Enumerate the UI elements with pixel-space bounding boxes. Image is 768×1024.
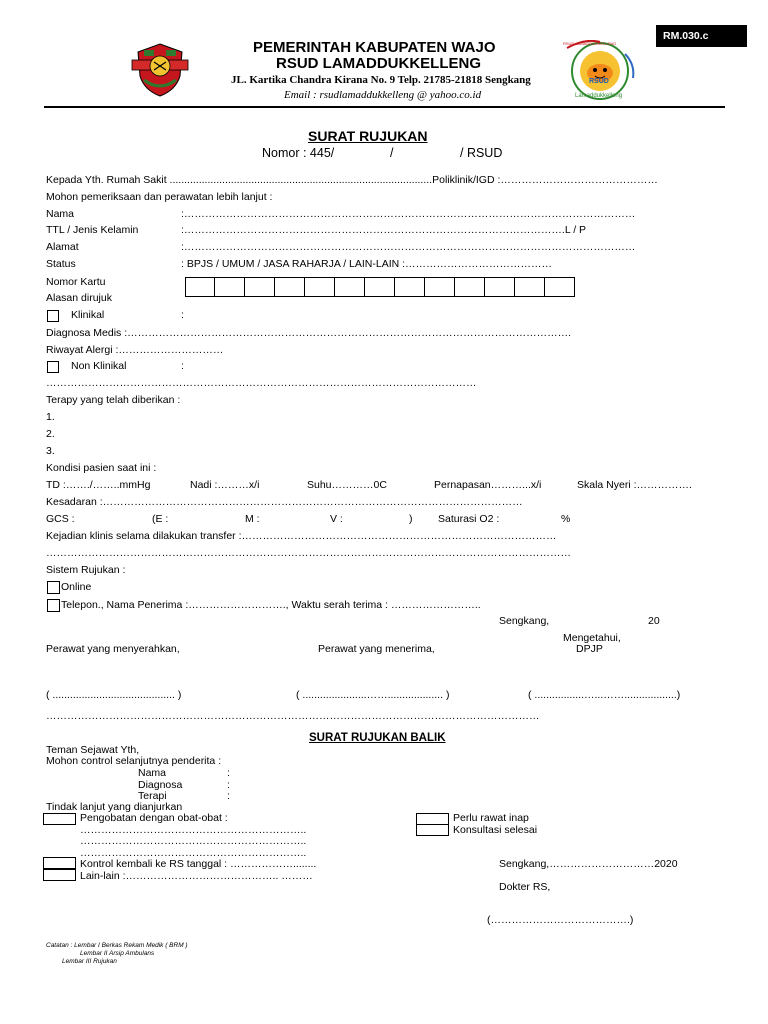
balik-nama-colon: : [227,767,230,779]
nomor-sep: / [390,146,394,160]
nama-field: :………………………………………………………………………………………………………………… [181,208,636,220]
pernapasan-field: Pernapasan………...x/i [434,479,542,491]
ttl-label: TTL / Jenis Kelamin [46,224,139,236]
card-digit-box [185,277,215,297]
header-divider [44,106,725,108]
terapy-3: 3. [46,445,55,457]
kondisi-label: Kondisi pasien saat ini : [46,462,157,474]
telepon-checkbox[interactable] [47,599,60,612]
logo-right-top: RSUD LAMADDUKKELLENG [563,41,617,46]
terapy-1: 1. [46,411,55,423]
rawat-inap-label: Perlu rawat inap [453,812,529,824]
card-digit-box [244,277,275,297]
gcs-label: GCS : [46,513,75,525]
sengkang-label: Sengkang, [499,615,550,627]
td-field: TD :……./……..mmHg [46,479,151,491]
doc-title: SURAT RUJUKAN [308,128,428,144]
non-klinikal-colon: : [181,360,184,372]
card-digit-box [364,277,395,297]
kejadian-line: Kejadian klinis selama dilakukan transfer :……………………………………………………………………………… [46,530,557,542]
gcs-m: M : [245,513,260,525]
nama-label: Nama [46,208,75,220]
pengobatan-checkbox[interactable] [43,813,76,825]
balik-terapi: Terapi [138,790,167,802]
card-digit-box [544,277,575,297]
telepon-line: Telepon., Nama Penerima :………………………., Waktu serah terima : …………………….. [61,599,481,611]
lain-checkbox[interactable] [43,869,76,881]
balik-mohon: Mohon control selanjutnya penderita : [46,755,222,767]
card-digit-box [484,277,515,297]
diagnosa-line: Diagnosa Medis :………………………………………………………………………………………………………………. [46,327,572,339]
nomor-end: / RSUD [460,146,503,160]
card-digit-box [214,277,245,297]
crest-icon [130,42,190,98]
mohon-text: Mohon pemeriksaan dan perawatan lebih lanjut : [46,191,273,203]
pengobatan-dots-1: ……………………………………………………….. [80,824,307,836]
non-klinikal-checkbox[interactable] [47,361,59,373]
gcs-close: ) [409,513,413,525]
pengobatan-dots-3: ……………………………………………………….. [80,847,307,859]
card-digit-box [424,277,455,297]
skala-field: Skala Nyeri :……………. [577,479,692,491]
alamat-field: :………………………………………………………………………………………………………………… [181,241,636,253]
logo-right-bottom: Lamaddukkelleng [575,93,623,99]
card-digit-box [454,277,485,297]
klinikal-colon: : [181,309,184,321]
online-checkbox[interactable] [47,581,60,594]
form-code-box [656,25,747,47]
klinikal-checkbox[interactable] [47,310,59,322]
header-email: Email : rsudlamaddukkelleng @ yahoo.co.id [284,89,482,101]
header-hospital: RSUD LAMADDUKKELLENG [276,55,481,72]
card-digit-box [304,277,335,297]
kepada-line: Kepada Yth. Rumah Sakit ..........................................................................................Poliklinik/IGD :……………………………………… [46,174,658,186]
perawat-menyerahkan: Perawat yang menyerahkan, [46,643,180,655]
cut-line: …………………………………………………………………………………………………………………………… [46,710,540,722]
non-klinikal-dots: …………………………………………………………………………………………………………… [46,377,477,389]
card-digit-box [334,277,365,297]
sign-dpjp: ( .................…...……..................) [528,689,681,701]
non-klinikal-label: Non Klinikal [71,360,127,372]
form-code: RM.030.c [663,30,709,42]
terapy-2: 2. [46,428,55,440]
balik-title: SURAT RUJUKAN BALIK [309,732,446,744]
sign-menerima: ( ......................……................... ) [296,689,450,701]
gcs-e: (E : [152,513,169,525]
saturasi-unit: % [561,513,571,525]
catatan-3: Lembar III Rujukan [62,958,117,965]
logo-right [555,40,645,102]
nomor-kartu-boxes [185,277,575,297]
kontrol-label: Kontrol kembali ke RS tanggal : ………………........ [80,858,317,870]
pengobatan-dots-2: ……………………………………………………….. [80,835,307,847]
tindak-label: Tindak lanjut yang dianjurkan [46,801,183,813]
perawat-menerima: Perawat yang menerima, [318,643,435,655]
balik-terapi-colon: : [227,790,230,802]
catatan-1: Catatan : Lembar I Berkas Rekam Medik ( BRM ) [46,942,188,949]
logo-right-center: RSUD [589,78,609,85]
catatan-2: Lembar II Arsip Ambulans [80,950,155,957]
sign-menyerahkan: ( .......................................... ) [46,689,182,701]
nadi-field: Nadi :………x/i [190,479,260,491]
card-digit-box [274,277,305,297]
balik-dokter-sign: (………………………………….) [487,914,634,926]
status-label: Status [46,258,76,270]
card-digit-box [394,277,425,297]
konsultasi-checkbox[interactable] [416,824,449,836]
dpjp-label: DPJP [576,643,603,655]
saturasi-label: Saturasi O2 : [438,513,500,525]
gcs-v: V : [330,513,343,525]
card-digit-box [514,277,545,297]
ttl-field: :……………………………………………………………………………………………….L / P [181,224,587,236]
suhu-field: Suhu…………0C [307,479,387,491]
lain-label: Lain-lain :…………………………………….. ……… [80,870,313,882]
nomor-kartu-label: Nomor Kartu [46,276,106,288]
balik-nama: Nama [138,767,167,779]
terapy-label: Terapy yang telah diberikan : [46,394,181,406]
pengobatan-label: Pengobatan dengan obat-obat : [80,812,228,824]
balik-teman: Teman Sejawat Yth, [46,744,140,756]
alergi-line: Riwayat Alergi :………………………… [46,344,224,356]
balik-dokter: Dokter RS, [499,881,551,893]
logo-left [130,42,190,98]
kesadaran-line: Kesadaran :………………………………………………………………………………………………………… [46,496,523,508]
balik-sengkang: Sengkang,…………………………2020 [499,858,678,870]
online-label: Online [61,581,92,593]
sengkang-year: 20 [648,615,660,627]
sistem-label: Sistem Rujukan : [46,564,126,576]
kontrol-checkbox[interactable] [43,857,76,869]
status-field: : BPJS / UMUM / JASA RAHARJA / LAIN-LAIN :…………………………………… [181,258,553,270]
nomor-label: Nomor : 445/ [262,146,335,160]
balik-diagnosa-colon: : [227,779,230,791]
alamat-label: Alamat [46,241,79,253]
konsultasi-label: Konsultasi selesai [453,824,538,836]
header-gov: PEMERINTAH KABUPATEN WAJO [253,39,496,56]
klinikal-label: Klinikal [71,309,105,321]
mengetahui-label: Mengetahui, [563,632,621,644]
kejadian-dots: …………………………………………………………………………………………………………………………………… [46,547,571,559]
header-address: JL. Kartika Chandra Kirana No. 9 Telp. 21785-21818 Sengkang [231,74,531,86]
balik-diagnosa: Diagnosa [138,779,183,791]
alasan-label: Alasan dirujuk [46,292,112,304]
